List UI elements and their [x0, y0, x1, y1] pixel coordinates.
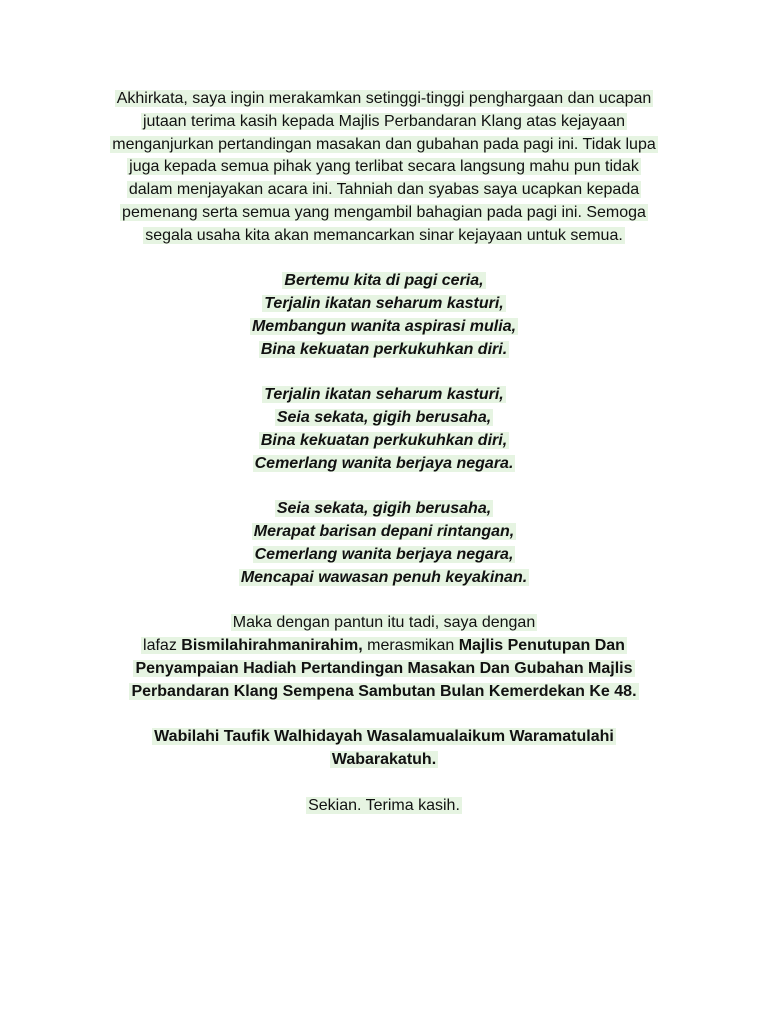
intro-line: jutaan terima kasih kepada Majlis Perbandaran Klang atas kejayaan [142, 112, 626, 130]
closing-line [141, 637, 627, 654]
closing-line: Maka dengan pantun itu tadi, saya dengan [232, 614, 536, 632]
closing-text: merasmikan [362, 637, 459, 655]
pantun-stanza-3 [0, 498, 768, 589]
intro-line: segala usaha kita akan memancarkan sinar kejayaan untuk semua. [145, 226, 623, 244]
event-name-text: Penyampaian Hadiah Pertandingan Masakan Dan Gubahan Majlis [135, 659, 633, 677]
pantun-line: Membangun wanita aspirasi mulia, [251, 317, 517, 335]
pantun-line: Terjalin ikatan seharum kasturi, [264, 386, 504, 404]
intro-line: pemenang serta semua yang mengambil bahagian pada pagi ini. Semoga [122, 203, 646, 221]
closing-paragraph [0, 612, 768, 703]
intro-line: menganjurkan pertandingan masakan dan gubahan pada pagi ini. Tidak lupa [112, 135, 656, 153]
document-page [0, 88, 768, 840]
pantun-line: Terjalin ikatan seharum kasturi, [264, 295, 504, 313]
sekian-paragraph [0, 795, 768, 818]
pantun-stanza-2 [0, 384, 768, 475]
event-name-text: Majlis Penutupan Dan [458, 637, 625, 655]
intro-line: juga kepada semua pihak yang terlibat secara langsung mahu pun tidak [129, 158, 639, 176]
pantun-line: Merapat barisan depani rintangan, [253, 523, 515, 541]
pantun-line: Bina kekuatan perkukuhkan diri. [260, 340, 508, 358]
pantun-stanza-1 [0, 270, 768, 361]
closing-text: lafaz [143, 637, 182, 655]
pantun-line: Mencapai wawasan penuh keyakinan. [240, 568, 528, 586]
pantun-line: Seia sekata, gigih berusaha, [276, 500, 492, 518]
bismillah-text: Bismilahirahmanirahim, [181, 637, 363, 655]
salam-paragraph [0, 726, 768, 772]
event-name-text: Perbandaran Klang Sempena Sambutan Bulan Kemerdekan Ke 48. [131, 682, 637, 700]
salam-line: Wabilahi Taufik Walhidayah Wasalamualaikum Waramatulahi [154, 728, 614, 746]
pantun-line: Cemerlang wanita berjaya negara, [254, 545, 514, 563]
intro-line: Akhirkata, saya ingin merakamkan setinggi-tinggi penghargaan dan ucapan [116, 90, 652, 107]
intro-line: dalam menjayakan acara ini. Tahniah dan syabas saya ucapkan kepada [128, 181, 640, 199]
pantun-line: Seia sekata, gigih berusaha, [276, 409, 492, 427]
pantun-line: Bina kekuatan perkukuhkan diri, [260, 431, 508, 449]
sekian-line: Sekian. Terima kasih. [308, 796, 460, 814]
pantun-line: Bertemu kita di pagi ceria, [284, 272, 484, 290]
intro-paragraph [0, 88, 768, 248]
pantun-line: Cemerlang wanita berjaya negara. [254, 454, 514, 472]
salam-line: Wabarakatuh. [331, 751, 437, 769]
